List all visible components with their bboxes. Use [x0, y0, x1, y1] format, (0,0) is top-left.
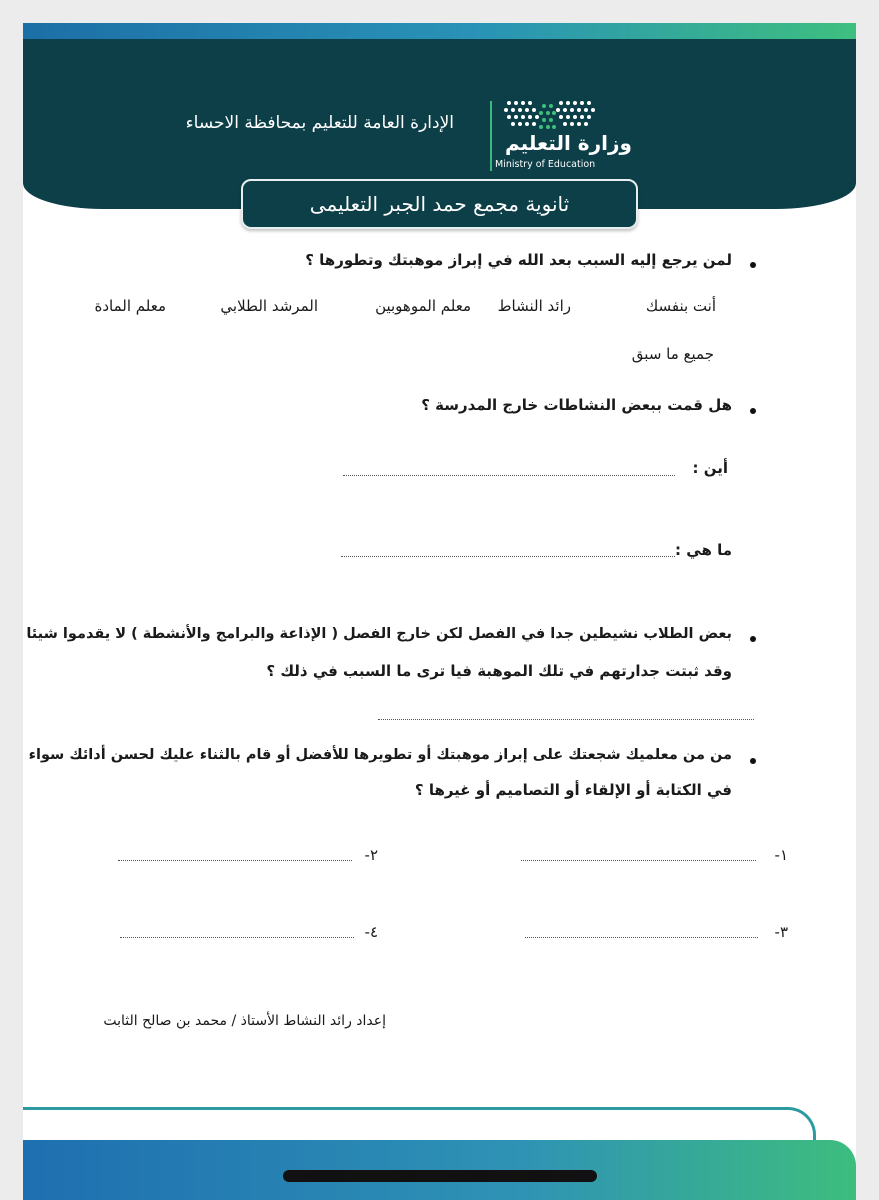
document-page	[23, 23, 856, 1200]
header-gradient-strip	[23, 23, 856, 39]
question-3-line-2: وقد ثبتت جدارتهم في تلك الموهبة فيا ترى ما السبب في ذلك ؟	[266, 662, 732, 680]
question-2: هل قمت ببعض النشاطات خارج المدرسة ؟	[421, 396, 732, 414]
question-4-line-2: في الكتابة أو الإلقاء أو التصاميم أو غيرها ؟	[414, 781, 732, 799]
answer-number-2: ٢-	[364, 846, 378, 864]
school-name-box: ثانوية مجمع حمد الجبر التعليمى	[241, 179, 638, 229]
department-title: الإدارة العامة للتعليم بمحافظة الاحساء	[185, 113, 454, 133]
home-indicator-bar[interactable]	[283, 1170, 597, 1182]
where-answer-line[interactable]	[343, 475, 675, 476]
question-4-line-1: من من معلميك شجعتك على إبراز موهبتك أو تطويرها للأفضل أو قام بالثناء عليك لحسن أدائك سواء	[28, 747, 732, 763]
answer-number-4: ٤-	[364, 923, 378, 941]
option-yourself: أنت بنفسك	[645, 297, 716, 315]
what-label: ما هي :	[675, 541, 732, 559]
bullet-q3	[750, 636, 756, 642]
option-gifted-teacher: معلم الموهوبين	[375, 297, 471, 315]
teacher-answer-line-1[interactable]	[521, 860, 756, 861]
question-1: لمن يرجع إليه السبب بعد الله في إبراز موهبتك وتطورها ؟	[305, 251, 732, 269]
ministry-logo-icon	[501, 97, 611, 131]
teacher-answer-line-4[interactable]	[120, 937, 354, 938]
where-label: أين :	[692, 459, 728, 477]
option-subject-teacher: معلم المادة	[94, 297, 166, 315]
q3-answer-line[interactable]	[378, 719, 754, 720]
logo-arabic-text: وزارة التعليم	[505, 131, 632, 155]
bullet-q4	[750, 758, 756, 764]
answer-number-1: ١-	[774, 846, 788, 864]
option-activity-leader: رائد النشاط	[497, 297, 571, 315]
logo-english-text: Ministry of Education	[495, 159, 596, 170]
teacher-answer-line-2[interactable]	[118, 860, 352, 861]
question-3-line-1: بعض الطلاب نشيطين جدا في الفصل لكن خارج الفصل ( الإذاعة والبرامج والأنشطة ) لا يقدموا شيئا	[26, 626, 732, 642]
logo-divider	[490, 101, 492, 171]
bullet-q2	[750, 408, 756, 414]
bullet-q1	[750, 262, 756, 268]
what-answer-line[interactable]	[341, 556, 675, 557]
option-all-above: جميع ما سبق	[631, 345, 714, 363]
option-student-counselor: المرشد الطلابي	[220, 297, 318, 315]
teacher-answer-line-3[interactable]	[525, 937, 758, 938]
prepared-by-credit: إعداد رائد النشاط الأستاذ / محمد بن صالح الثابت	[103, 1013, 386, 1029]
answer-number-3: ٣-	[774, 923, 788, 941]
